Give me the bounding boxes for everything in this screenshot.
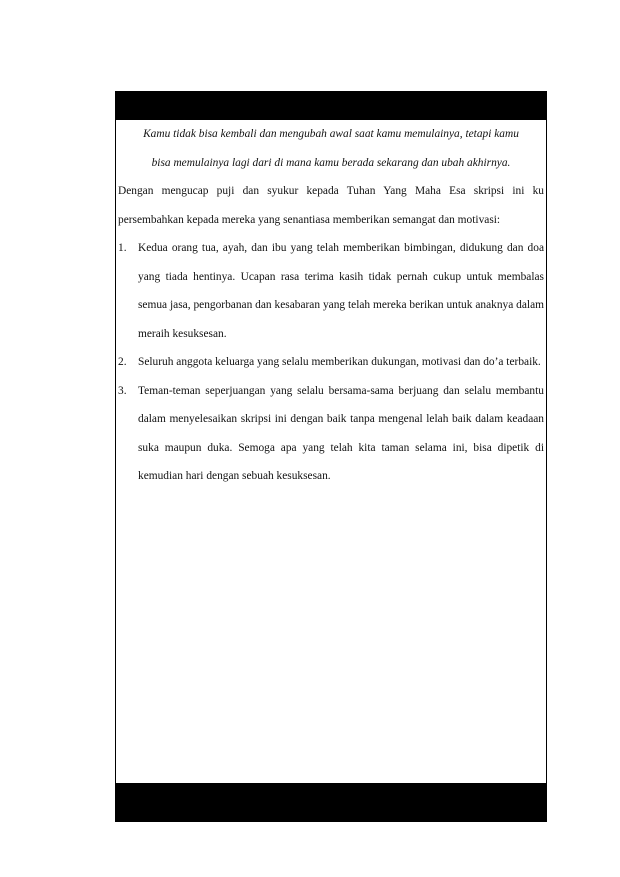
list-item [116, 234, 546, 348]
list-item-text: Teman-teman seperjuangan yang selalu bersama-sama berjuang dan selalu membantu dalam menyelesaikan skripsi ini dengan baik tanpa mengenal lelah baik dalam keadaan suka maupun duka. Semoga apa yang telah kita taman selama ini, bisa dipetik di kemudian hari dengan sebuah kesuksesan. [138, 384, 544, 482]
dedication-list [116, 234, 546, 491]
list-item [116, 348, 546, 377]
list-item-number: 3. [118, 384, 127, 397]
list-item-text: Kedua orang tua, ayah, dan ibu yang telah memberikan bimbingan, didukung dan doa yang tiada hentinya. Ucapan rasa terima kasih tidak pernah cukup untuk membalas semua jasa, pengorbanan dan kesabaran yang telah mereka berikan untuk anaknya dalam meraih kesuksesan. [138, 242, 544, 340]
top-black-band [116, 92, 546, 120]
list-item [116, 377, 546, 491]
motto-line-1: Kamu tidak bisa kembali dan mengubah awal saat kamu memulainya, tetapi kamu [143, 128, 519, 140]
dedication-intro: Dengan mengucap puji dan syukur kepada Tuhan Yang Maha Esa skripsi ini ku persembahkan kepada mereka yang senantiasa memberikan semangat dan motivasi: [118, 185, 544, 226]
list-item-text: Seluruh anggota keluarga yang selalu memberikan dukungan, motivasi dan do’a terbaik. [138, 356, 541, 368]
page-frame [115, 91, 547, 822]
motto-quote [116, 120, 546, 177]
motto-line-2: bisa memulainya lagi dari di mana kamu berada sekarang dan ubah akhirnya. [151, 156, 511, 169]
bottom-black-band [116, 783, 546, 821]
list-item-number: 1. [118, 242, 127, 254]
list-item-number: 2. [118, 356, 127, 368]
page-content [116, 120, 546, 491]
